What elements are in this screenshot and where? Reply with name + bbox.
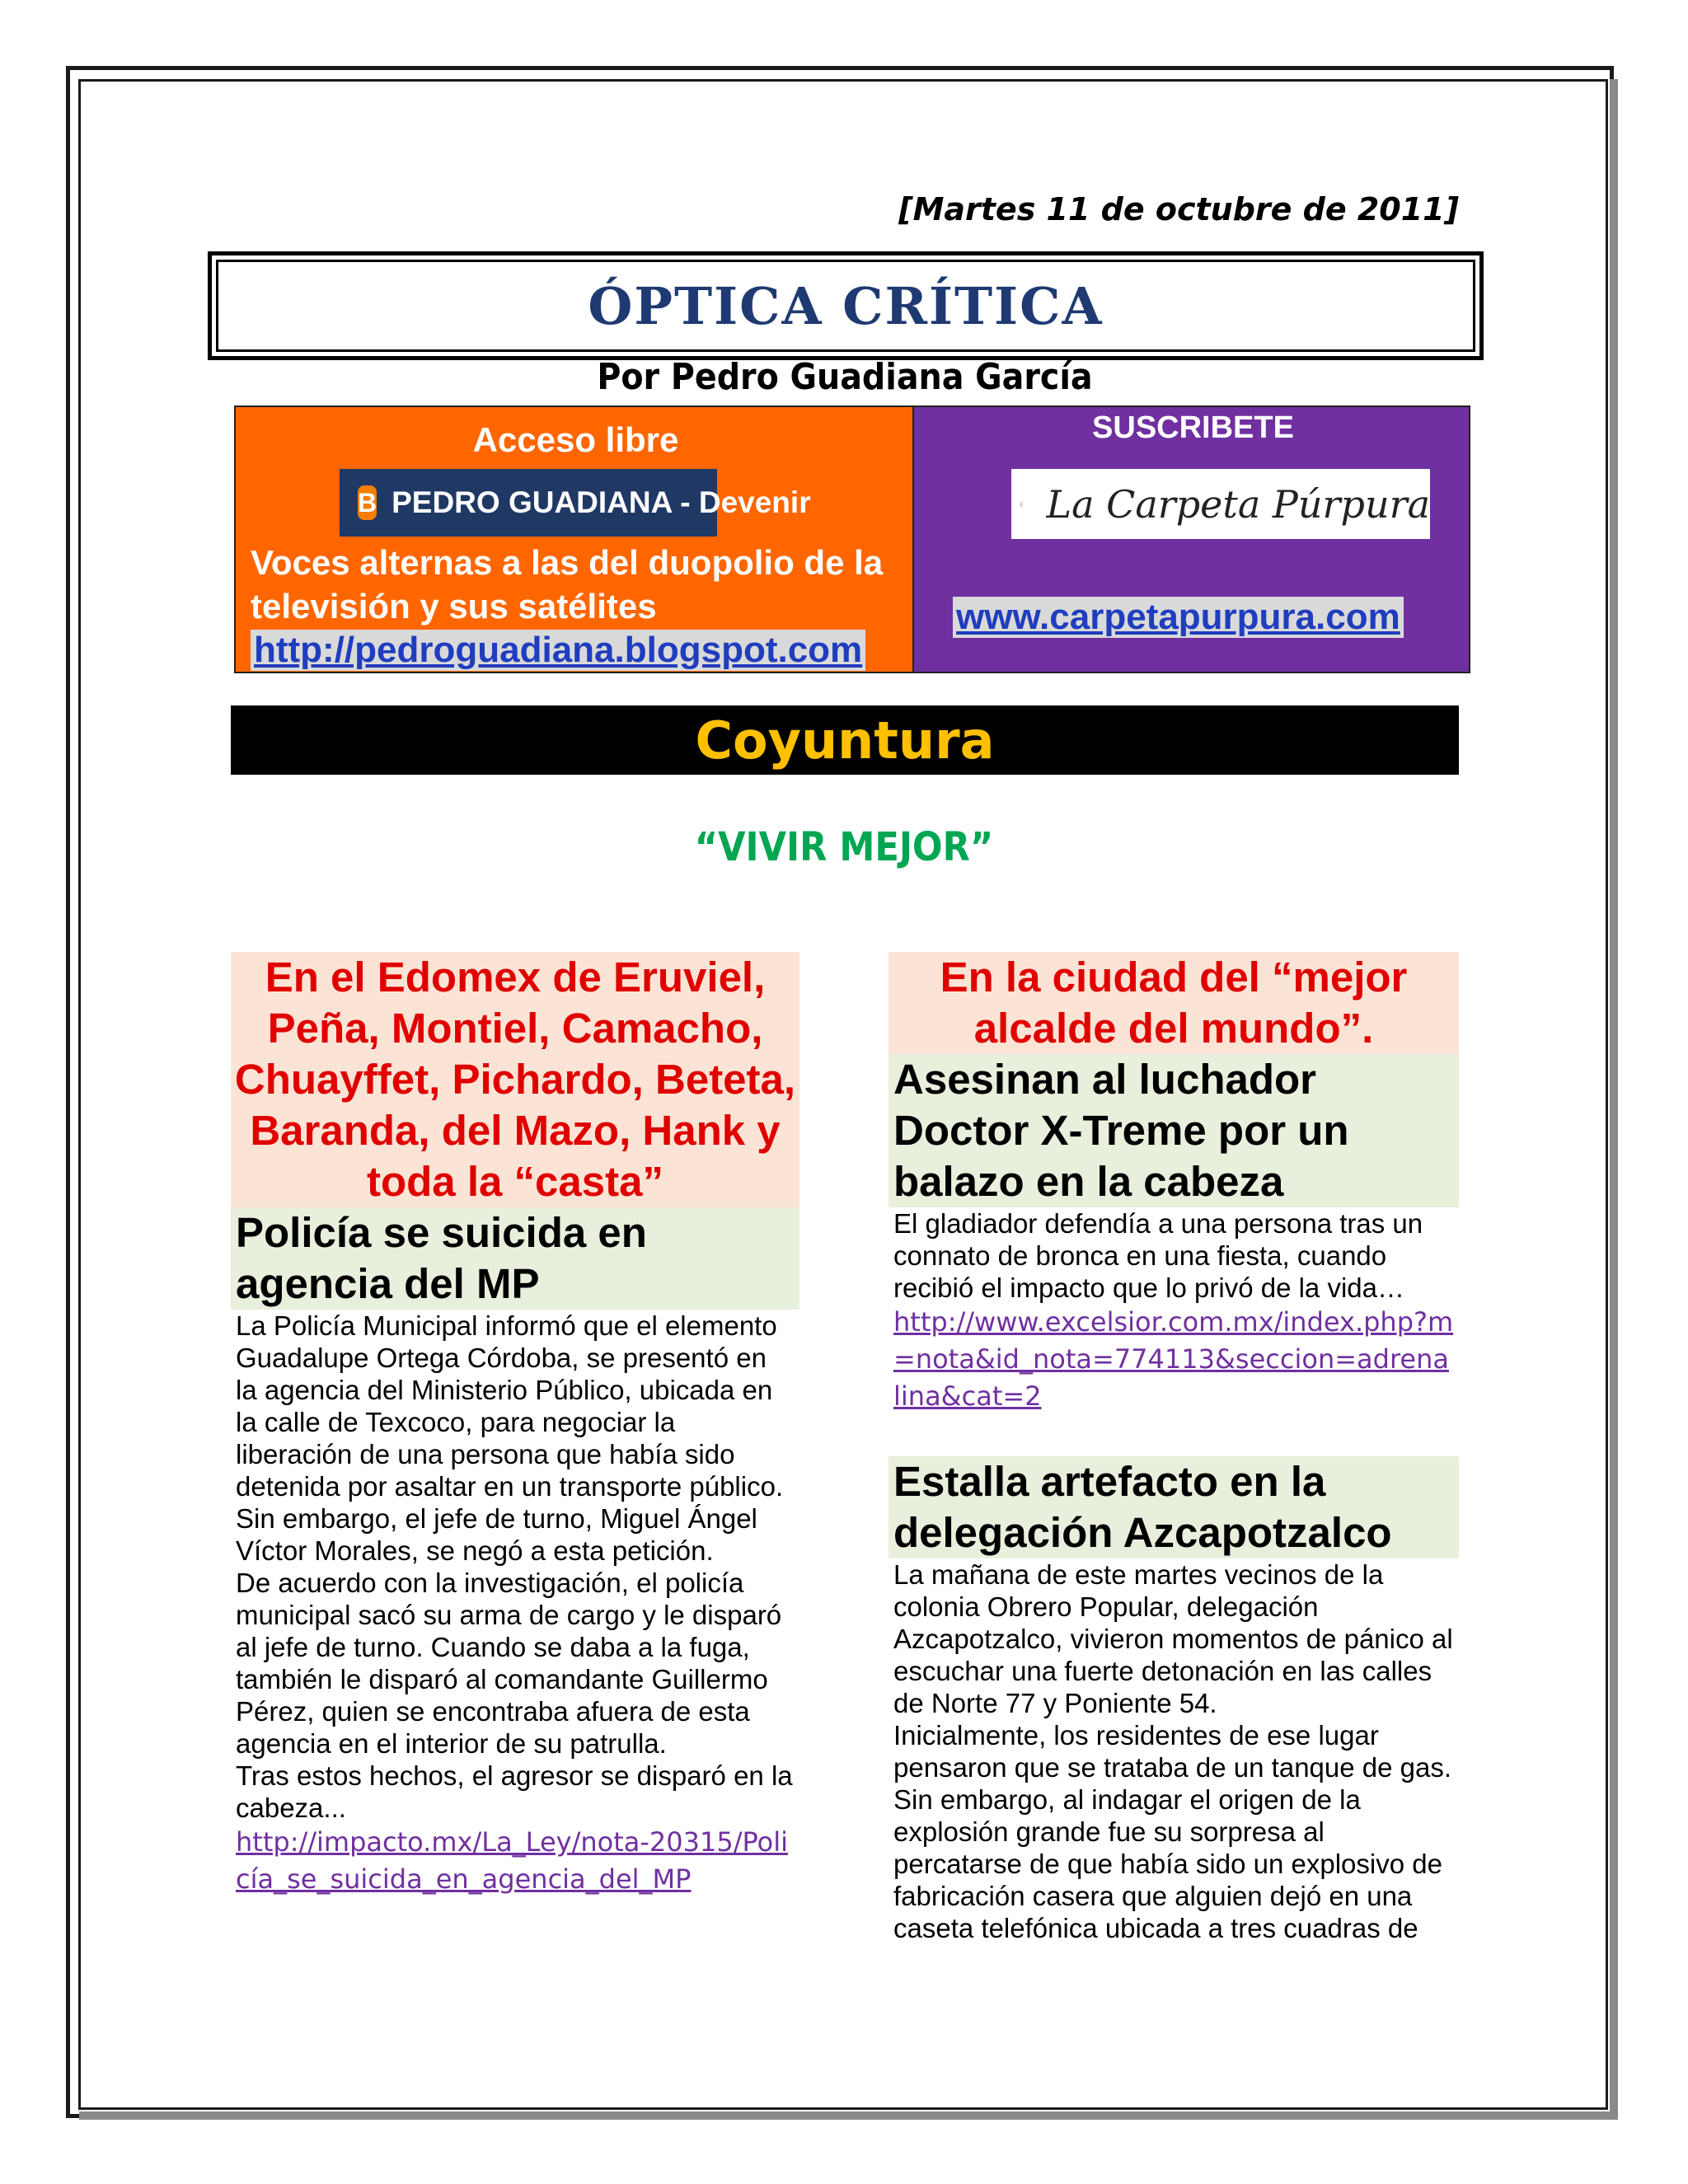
shell-icon (1020, 479, 1024, 530)
paragraph: Inicialmente, los residentes de ese lugar pensaron que se trataba de un tanque de gas. (893, 1720, 1452, 1783)
subscribe-heading: SUSCRIBETE (1092, 410, 1294, 445)
carpeta-logo-text: La Carpeta Púrpura (1046, 481, 1430, 527)
left-article-link[interactable]: http://impacto.mx/La_Ley/nota-20315/Policía_se_suicida_en_agencia_del_MP (236, 1826, 788, 1895)
promo-subscribe (912, 405, 1470, 673)
section-bar (231, 705, 1459, 775)
page-shadow-bottom (79, 2111, 1618, 2120)
right-headline-1: Asesinan al luchador Doctor X-Treme por un balazo en la cabeza (889, 1054, 1459, 1207)
byline: Por Pedro Guadiana García (597, 356, 1093, 398)
right-column (889, 952, 1459, 1944)
promo-tagline: Voces alternas a las del duopolio de la televisión y sus satélites (251, 543, 884, 626)
left-kicker: En el Edomex de Eruviel, Peña, Montiel, Camacho, Chuayffet, Pichardo, Beteta, Baranda, del Mazo, Hank y toda la “casta” (231, 952, 799, 1207)
blogger-badge-text: PEDRO GUADIANA - Devenir (392, 485, 811, 519)
right-headline-2: Estalla artefacto en la delegación Azcapotzalco (889, 1456, 1459, 1558)
section-subtitle: “VIVIR MEJOR” (694, 824, 994, 870)
paragraph: Sin embargo, al indagar el origen de la explosión grande fue su sorpresa al percatarse de que había sido un explosivo de fabricación casera que alguien dejó en una caseta telefónica ubicada a tres cuadras de (893, 1784, 1442, 1943)
section-title: Coyuntura (695, 710, 995, 771)
paragraph: La Policía Municipal informó que el elemento Guadalupe Ortega Córdoba, se presentó en la agencia del Ministerio Público, ubicada en la calle de Texcoco, para negociar la liberación de una persona que había sido detenida por asaltar en un transporte público. Sin embargo, el jefe de turno, Miguel Ángel Víctor Morales, se negó a esta petición. (236, 1310, 784, 1566)
right-article-1-body (889, 1207, 1459, 1304)
left-column (231, 952, 799, 1898)
publication-date: [Martes 11 de octubre de 2011] (898, 191, 1459, 227)
blogger-icon: B (358, 485, 377, 520)
promo-free-access-heading: Acceso libre (472, 420, 679, 459)
right-article-2-body (889, 1558, 1459, 1944)
promo-free-access (234, 405, 914, 673)
right-article-1-link[interactable]: http://www.excelsior.com.mx/index.php?m=nota&id_nota=774113&seccion=adrenalina&cat=2 (893, 1306, 1454, 1412)
left-headline: Policía se suicida en agencia del MP (231, 1207, 799, 1310)
spacer (889, 1415, 1459, 1456)
left-article-body (231, 1310, 799, 1824)
paragraph: El gladiador defendía a una persona tras un connato de bronca en una fiesta, cuando recibió el impacto que lo privó de la vida… (893, 1208, 1423, 1303)
paragraph: De acuerdo con la investigación, el policía municipal sacó su arma de cargo y le disparó al jefe de turno. Cuando se daba a la fuga, también le disparó al comandante Guillermo Pérez, quien se encontraba afuera de esta agencia en el interior de su patrulla. (236, 1568, 782, 1759)
carpeta-purpura-logo[interactable] (1011, 469, 1430, 539)
page-shadow-right (1610, 79, 1618, 2118)
page-title: ÓPTICA CRÍTICA (588, 275, 1104, 336)
carpeta-link[interactable]: www.carpetapurpura.com (953, 597, 1404, 638)
paragraph: La mañana de este martes vecinos de la colonia Obrero Popular, delegación Azcapotzalco, vivieron momentos de pánico al escuchar una fuerte detonación en las calles de Norte 77 y Poniente 54. (893, 1559, 1453, 1718)
paragraph: Tras estos hechos, el agresor se disparó en la cabeza... (236, 1760, 793, 1823)
title-box (216, 260, 1475, 352)
blogger-badge[interactable] (340, 469, 811, 537)
right-kicker: En la ciudad del “mejor alcalde del mundo”. (889, 952, 1459, 1054)
blog-link[interactable]: http://pedroguadiana.blogspot.com (251, 630, 865, 671)
